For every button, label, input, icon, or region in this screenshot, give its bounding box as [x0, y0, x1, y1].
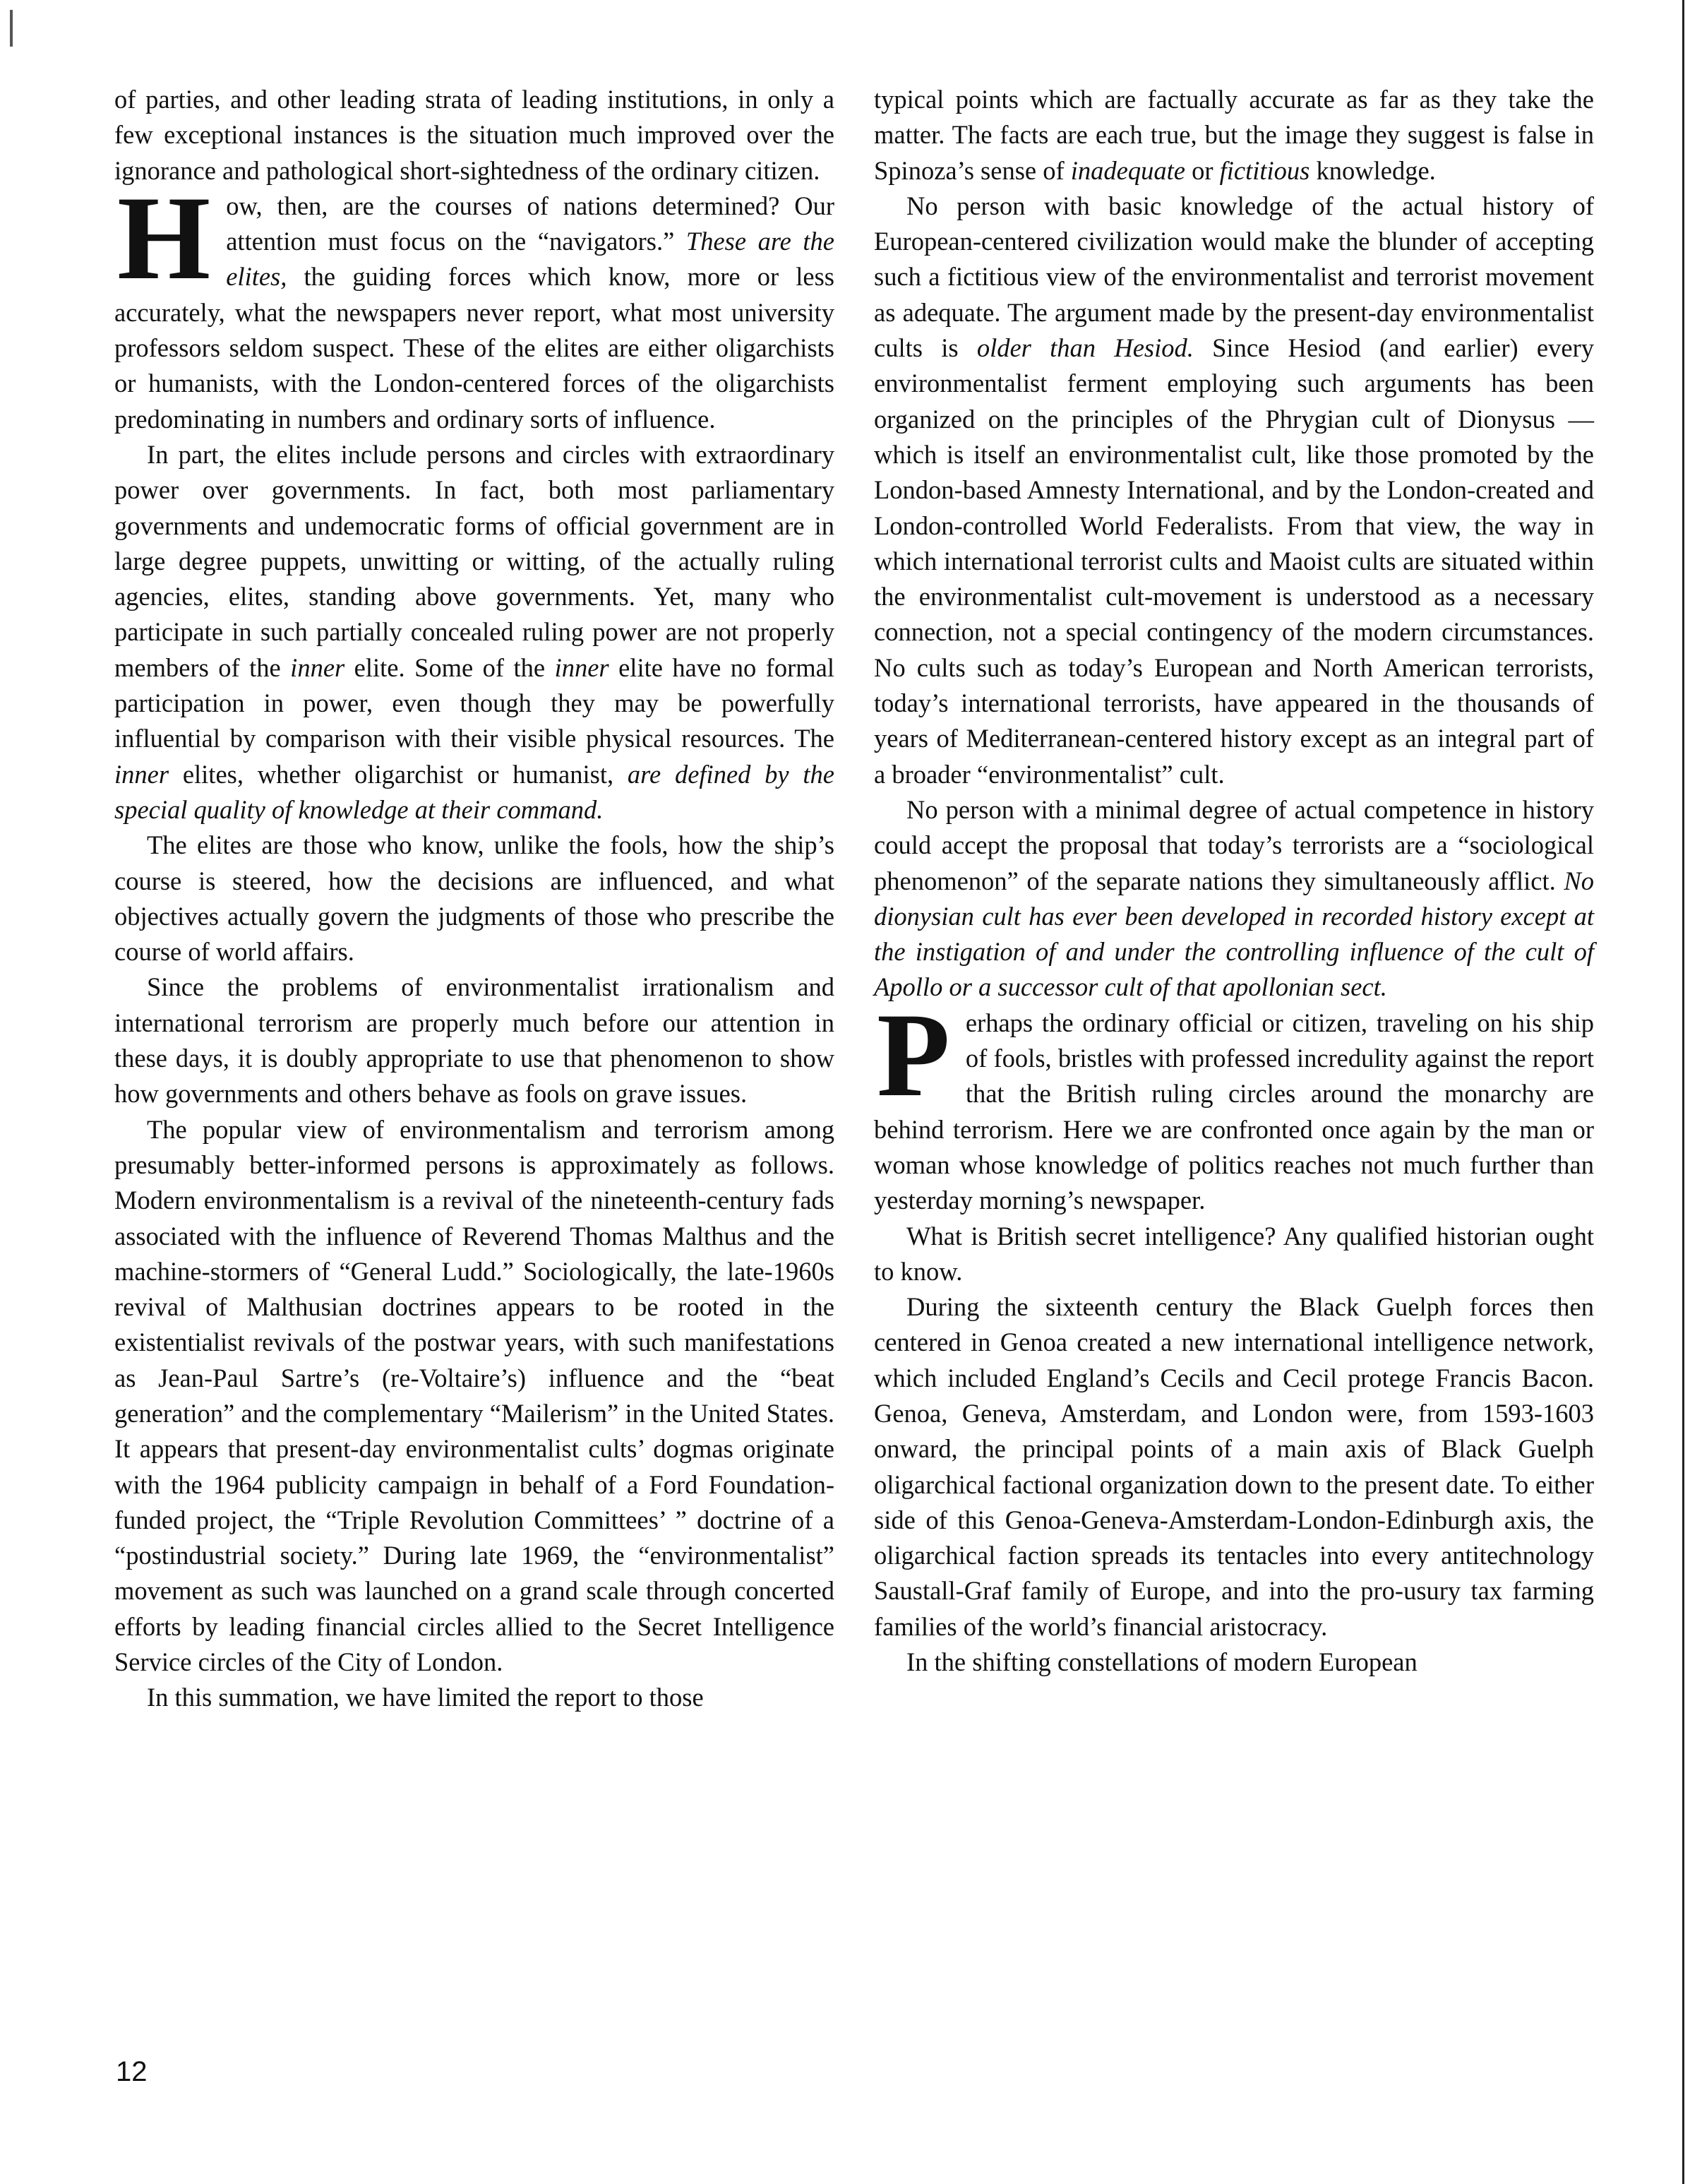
paragraph: During the sixteenth century the Black Guelph forces then centered in Genoa created a new international intelligence network, which included England’s Cecils and Cecil protege Francis Bacon. Genoa, Geneva, Amsterdam, and London were, from 1593-1603 onward, the principal points of a main axis of Black Guelph oligarchical factional organization down to the present date. To either side of this Genoa-Geneva-Amsterdam-London-Edinburgh axis, the oligarchical faction spreads its tentacles into every antitechnology Saustall-Graf family of Europe, and into the pro-usury tax farming families of the world’s financial aristocracy.: [874, 1292, 1594, 1641]
text-run: elites, whether oligarchist or humanist,: [169, 759, 628, 789]
paragraph: Since the problems of environmentalist irrationalism and international terrorism are properly much before our attention in these days, it is doubly appropriate to use that phenomenon to show how governments and others behave as fools on grave issues.: [114, 972, 834, 1109]
italic-text: are defined by the special quality of knowledge at their command.: [114, 759, 834, 824]
paragraph-with-dropcap: [114, 171, 835, 437]
paragraph: What is British secret intelligence? Any qualified historian ought to know.: [874, 1221, 1594, 1286]
paragraph: In this summation, we have limited the report to those: [147, 1683, 704, 1712]
italic-text: inner: [554, 652, 609, 682]
text-run: No person with basic knowledge of the actual history of European-centered civilization would make the blunder of accepting such a fictitious view of the environmentalist and terrorist movement as adequate. The argument made by the present-day environmentalist cults is: [874, 191, 1594, 363]
paragraph-with-dropcap: [874, 988, 1594, 1219]
italic-text: inner: [290, 652, 345, 682]
italic-text: inadequate: [1070, 155, 1185, 185]
paragraph: [114, 437, 834, 828]
italic-text: fictitious: [1219, 155, 1310, 185]
page-edge-line: [1682, 0, 1684, 2184]
italic-text: inner: [114, 759, 169, 789]
text-run: knowledge.: [1310, 155, 1436, 185]
text-run: No person with a minimal degree of actual competence in history could accept the proposal that today’s terrorists are a “sociological phenomenon” of the separate nations they simultaneously afflict.: [874, 794, 1594, 895]
paragraph: In the shifting constellations of modern European: [906, 1647, 1418, 1677]
italic-text: These are the elites,: [226, 227, 835, 292]
text-run: the guiding forces which know, more or less accurately, what the newspapers never report, what most university professors seldom suspect. These of the elites are either oligarchists or humanists, with the London-centered forces of the oligarchists predominating in numbers and ordinary sorts of influence.: [114, 262, 834, 434]
text-run: typical points which are factually accurate as far as they take the matter. The facts are each true, but the image they suggest is false in Spinoza’s sense of: [874, 85, 1594, 185]
scan-speck: [10, 10, 13, 47]
paragraph: of parties, and other leading strata of leading institutions, in only a few exceptional instances is the situation much improved over the ignorance and pathological short-sightedness of the ordinary citizen.: [114, 85, 834, 185]
paragraph: [874, 82, 1594, 189]
paragraph: [874, 189, 1594, 792]
text-run: or: [1185, 155, 1220, 185]
text-run: elite. Some of the: [344, 652, 555, 682]
text-run: In part, the elites include persons and circles with extraordinary power over governments. In fact, both most parliamentary governments and undemocratic forms of official government are in large degree puppets, unwitting or witting, of the actually ruling agencies, elites, standing above governments. Yet, many who participate in such partially concealed ruling power are not properly members of the: [114, 439, 834, 682]
left-column: [114, 82, 834, 1716]
drop-cap-letter: P: [877, 988, 950, 1121]
text-run: ow, then, are the courses of nations determined? Our attention must focus on the “navigators.”: [226, 191, 834, 256]
paragraph: The elites are those who know, unlike the fools, how the ship’s course is steered, how the decisions are influenced, and what objectives actually govern the judgments of those who prescribe the course of world affairs.: [114, 830, 834, 967]
text-run: erhaps the ordinary official or citizen, traveling on his ship of fools, bristles with professed incredulity against the report that the British ruling circles around the monarchy are behind terrorism. Here we are confronted once again by the man or woman whose knowledge of politics reaches not much further than yesterday morning’s newspaper.: [874, 1008, 1594, 1215]
italic-text: No dionysian cult has ever been developed in recorded history except at the instigation of and under the controlling influence of the cult of Apollo or a successor cult of that apollonian sect.: [874, 866, 1594, 1002]
drop-cap-letter: H: [117, 171, 211, 304]
paragraph: [874, 792, 1594, 1006]
text-run: Since Hesiod (and earlier) every environmentalist ferment employing such arguments has been organized on the principles of the Phrygian cult of Dionysus — which is itself an environmentalist cult, like those promoted by the London-based Amnesty International, and by the London-created and London-controlled World Federalists. From that view, the way in which international terrorist cults and Maoist cults are situated within the environmentalist cult-movement is understood as a necessary connection, not a special contingency of the modern circumstances. No cults such as today’s European and North American terrorists, today’s international terrorists, have appeared in the thousands of years of Mediterranean-centered history except as an integral part of a broader “environmentalist” cult.: [874, 333, 1594, 789]
paragraph: The popular view of environmentalism and terrorism among presumably better-informed persons is approximately as follows. Modern environmentalism is a revival of the nineteenth-century fads associated with the influence of Reverend Thomas Malthus and the machine-stormers of “General Ludd.” Sociologically, the late-1960s revival of Malthusian doctrines appears to be rooted in the existentialist revivals of the postwar years, with such manifestations as Jean-Paul Sartre’s (re-Voltaire’s) influence and the “beat generation” and the complementary “Mailerism” in the United States. It appears that present-day environmentalist cults’ dogmas originate with the 1964 publicity campaign in behalf of a Ford Foundation-funded project, the “Triple Revolution Committees’ ” doctrine of a “postindustrial society.” During late 1969, the “environmentalist” movement as such was launched on a grand scale through concerted efforts by leading financial circles allied to the Secret Intelligence Service circles of the City of London.: [114, 1114, 834, 1677]
italic-text: older than Hesiod.: [976, 333, 1194, 363]
page-number: 12: [116, 2056, 148, 2087]
right-column: [874, 82, 1594, 1680]
text-run: elite have no formal participation in power, even though they may be powerfully influential by comparison with their visible physical resources. The: [114, 652, 834, 753]
